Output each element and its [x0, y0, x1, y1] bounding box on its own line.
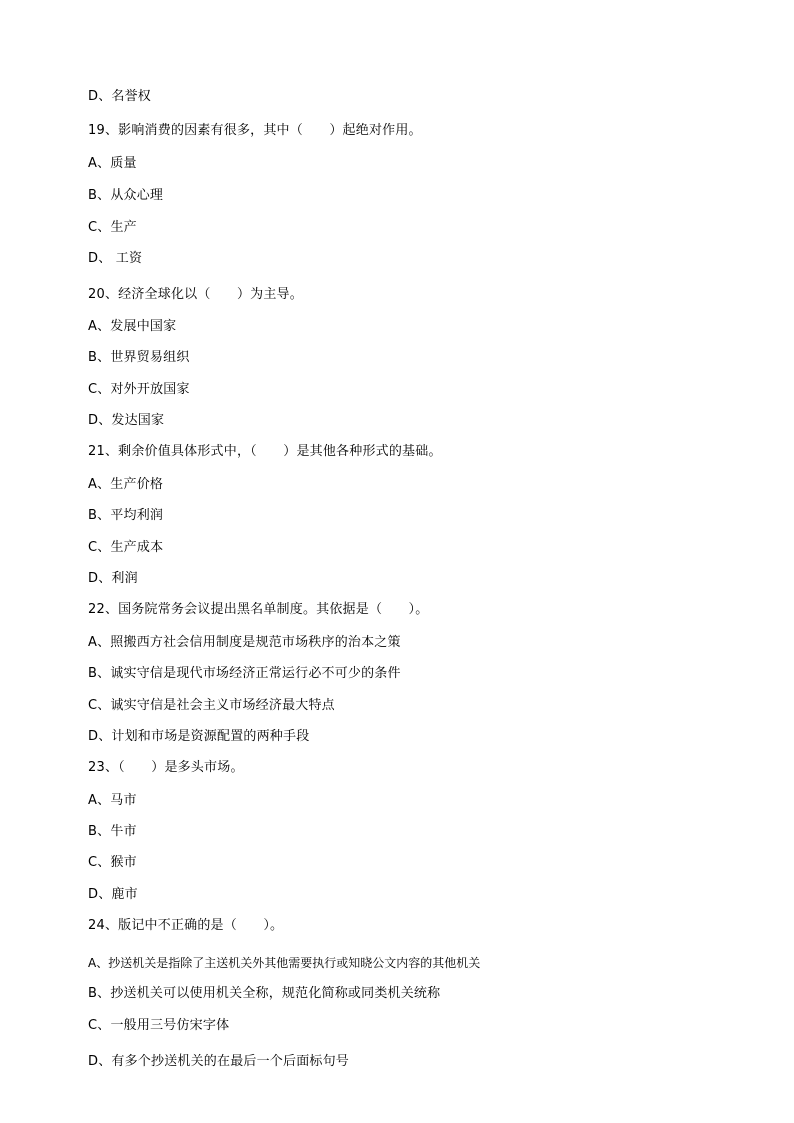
option-d-previous: D、名誉权	[88, 89, 152, 104]
option-20-d: D、发达国家	[88, 413, 165, 428]
option-19-b: B、从众心理	[88, 188, 164, 203]
option-21-d: D、利润	[88, 571, 138, 586]
option-22-b: B、诚实守信是现代市场经济正常运行必不可少的条件	[88, 666, 401, 681]
option-19-d: D、 工资	[88, 251, 143, 266]
question-21: 21、剩余价值具体形式中，（ ）是其他各种形式的基础。	[88, 444, 442, 459]
option-22-a: A、照搬西方社会信用制度是规范市场秩序的治本之策	[88, 635, 401, 650]
option-24-d: D、有多个抄送机关的在最后一个后面标句号	[88, 1054, 350, 1069]
option-22-c: C、诚实守信是社会主义市场经济最大特点	[88, 698, 335, 713]
option-20-b: B、世界贸易组织	[88, 350, 190, 365]
option-19-c: C、生产	[88, 220, 137, 235]
option-21-b: B、平均利润	[88, 508, 164, 523]
option-21-a: A、生产价格	[88, 477, 164, 492]
option-24-b: B、抄送机关可以使用机关全称，规范化简称或同类机关统称	[88, 986, 441, 1001]
option-23-a: A、马市	[88, 793, 137, 808]
option-23-c: C、猴市	[88, 855, 137, 870]
question-24: 24、版记中不正确的是（ ）。	[88, 918, 284, 933]
question-19: 19、影响消费的因素有很多，其中（ ）起绝对作用。	[88, 123, 422, 138]
option-23-d: D、鹿市	[88, 887, 138, 902]
question-20: 20、经济全球化以（ ）为主导。	[88, 287, 303, 302]
option-21-c: C、生产成本	[88, 540, 164, 555]
option-22-d: D、计划和市场是资源配置的两种手段	[88, 729, 310, 744]
option-24-c: C、一般用三号仿宋字体	[88, 1018, 230, 1033]
option-23-b: B、牛市	[88, 824, 137, 839]
option-24-a: A、抄送机关是指除了主送机关外其他需要执行或知晓公文内容的其他机关	[88, 956, 481, 970]
option-19-a: A、质量	[88, 156, 137, 171]
option-20-c: C、对外开放国家	[88, 382, 190, 397]
question-23: 23、（ ）是多头市场。	[88, 760, 244, 775]
option-20-a: A、发展中国家	[88, 319, 177, 334]
question-22: 22、国务院常务会议提出黑名单制度。其依据是（ ）。	[88, 602, 429, 617]
